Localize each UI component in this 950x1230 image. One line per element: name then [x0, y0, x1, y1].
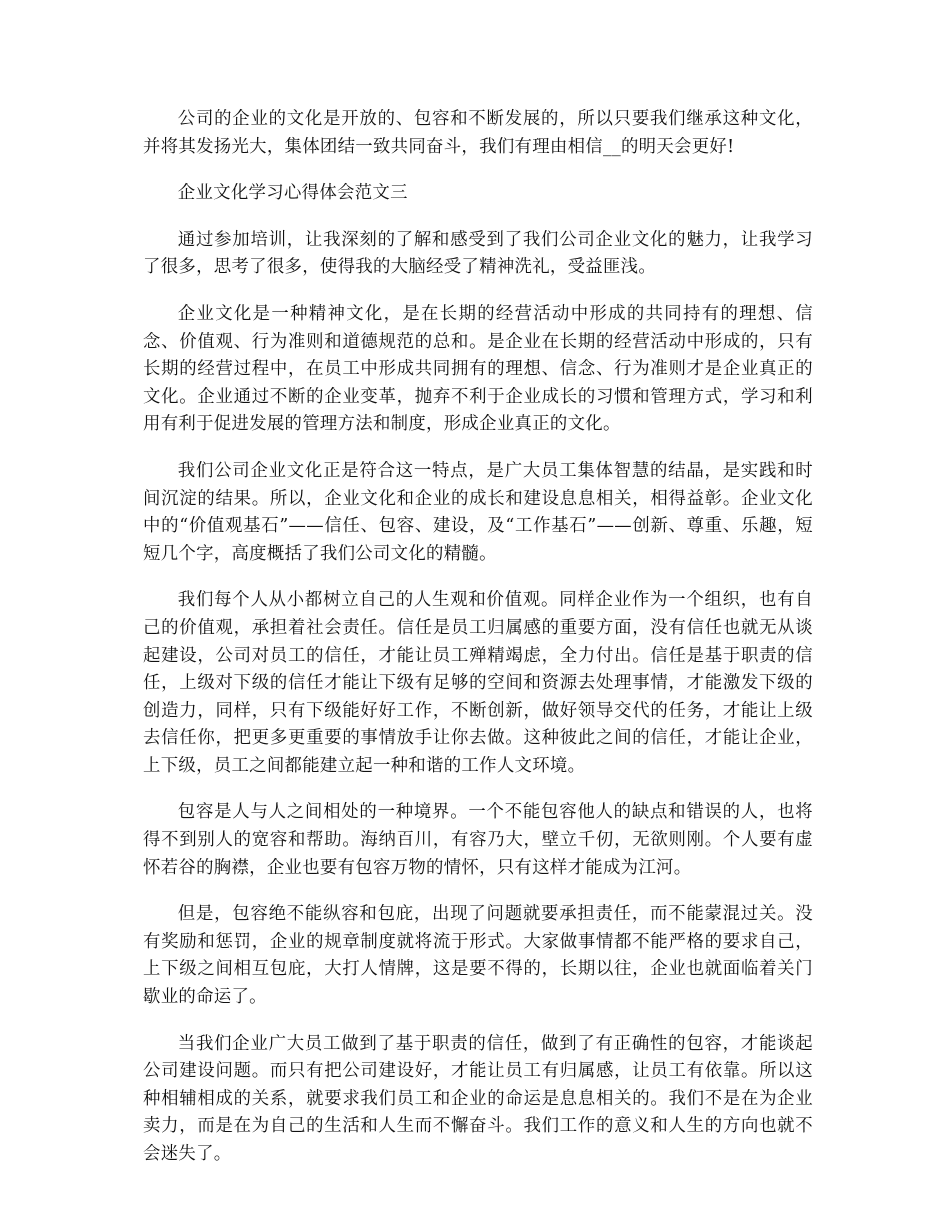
paragraph-1: 公司的企业的文化是开放的、包容和不断发展的，所以只要我们继承这种文化，并将其发扬光大，集体团结一致共同奋斗，我们有理由相信__的明天会更好! [143, 109, 813, 157]
section-heading: 企业文化学习心得体会范文三 [177, 183, 408, 204]
paragraph-6: 包容是人与人之间相处的一种境界。一个不能包容他人的缺点和错误的人，也将得不到别人的宽容和帮助。海纳百川，有容乃大，壁立千仞，无欲则刚。个人要有虚怀若谷的胸襟，企业也要有包容万物的情怀，只有这样才能成为江河。 [143, 802, 813, 878]
paragraph-8: 当我们企业广大员工做到了基于职责的信任，做到了有正确性的包容，才能谈起公司建设问题。而只有把公司建设好，才能让员工有归属感，让员工有依靠。所以这种相辅相成的关系，就要求我们员工和企业的命运是息息相关的。我们不是在为企业卖力，而是在为自己的生活和人生而不懈奋斗。我们工作的意义和人生的方向也就不会迷失了。 [143, 1033, 813, 1164]
paragraph-2: 通过参加培训，让我深刻的了解和感受到了我们公司企业文化的魅力，让我学习了很多，思考了很多，使得我的大脑经受了精神洗礼，受益匪浅。 [143, 229, 813, 278]
document-body [143, 106, 813, 1188]
paragraph-3: 企业文化是一种精神文化，是在长期的经营活动中形成的共同持有的理想、信念、价值观、行为准则和道德规范的总和。是企业在长期的经营活动中形成的，只有长期的经营过程中，在员工中形成共同拥有的理想、信念、行为准则才是企业真正的文化。企业通过不断的企业变革，抛弃不利于企业成长的习惯和管理方式，学习和利用有利于促进发展的管理方法和制度，形成企业真正的文化。 [143, 303, 813, 435]
paragraph-7: 但是，包容绝不能纵容和包庇，出现了问题就要承担责任，而不能蒙混过关。没有奖励和惩罚，企业的规章制度就将流于形式。大家做事情都不能严格的要求自己，上下级之间相互包庇，大打人情牌，这是要不得的，长期以往，企业也就面临着关门歇业的命运了。 [143, 904, 813, 1008]
paragraph-4: 我们公司企业文化正是符合这一特点，是广大员工集体智慧的结晶，是实践和时间沉淀的结果。所以，企业文化和企业的成长和建设息息相关，相得益彰。企业文化中的“价值观基石”——信任、包容、建设，及“工作基石”——创新、尊重、乐趣，短短几个字，高度概括了我们公司文化的精髓。 [143, 460, 813, 564]
paragraph-5: 我们每个人从小都树立自己的人生观和价值观。同样企业作为一个组织，也有自己的价值观，承担着社会责任。信任是员工归属感的重要方面，没有信任也就无从谈起建设，公司对员工的信任，才能让员工殚精竭虑，全力付出。信任是基于职责的信任，上级对下级的信任才能让下级有足够的空间和资源去处理事情，才能激发下级的创造力，同样，只有下级能好好工作，不断创新，做好领导交代的任务，才能让上级去信任你，把更多更重要的事情放手让你去做。这种彼此之间的信任，才能让企业，上下级，员工之间都能建立起一种和谐的工作人文环境。 [143, 590, 813, 776]
